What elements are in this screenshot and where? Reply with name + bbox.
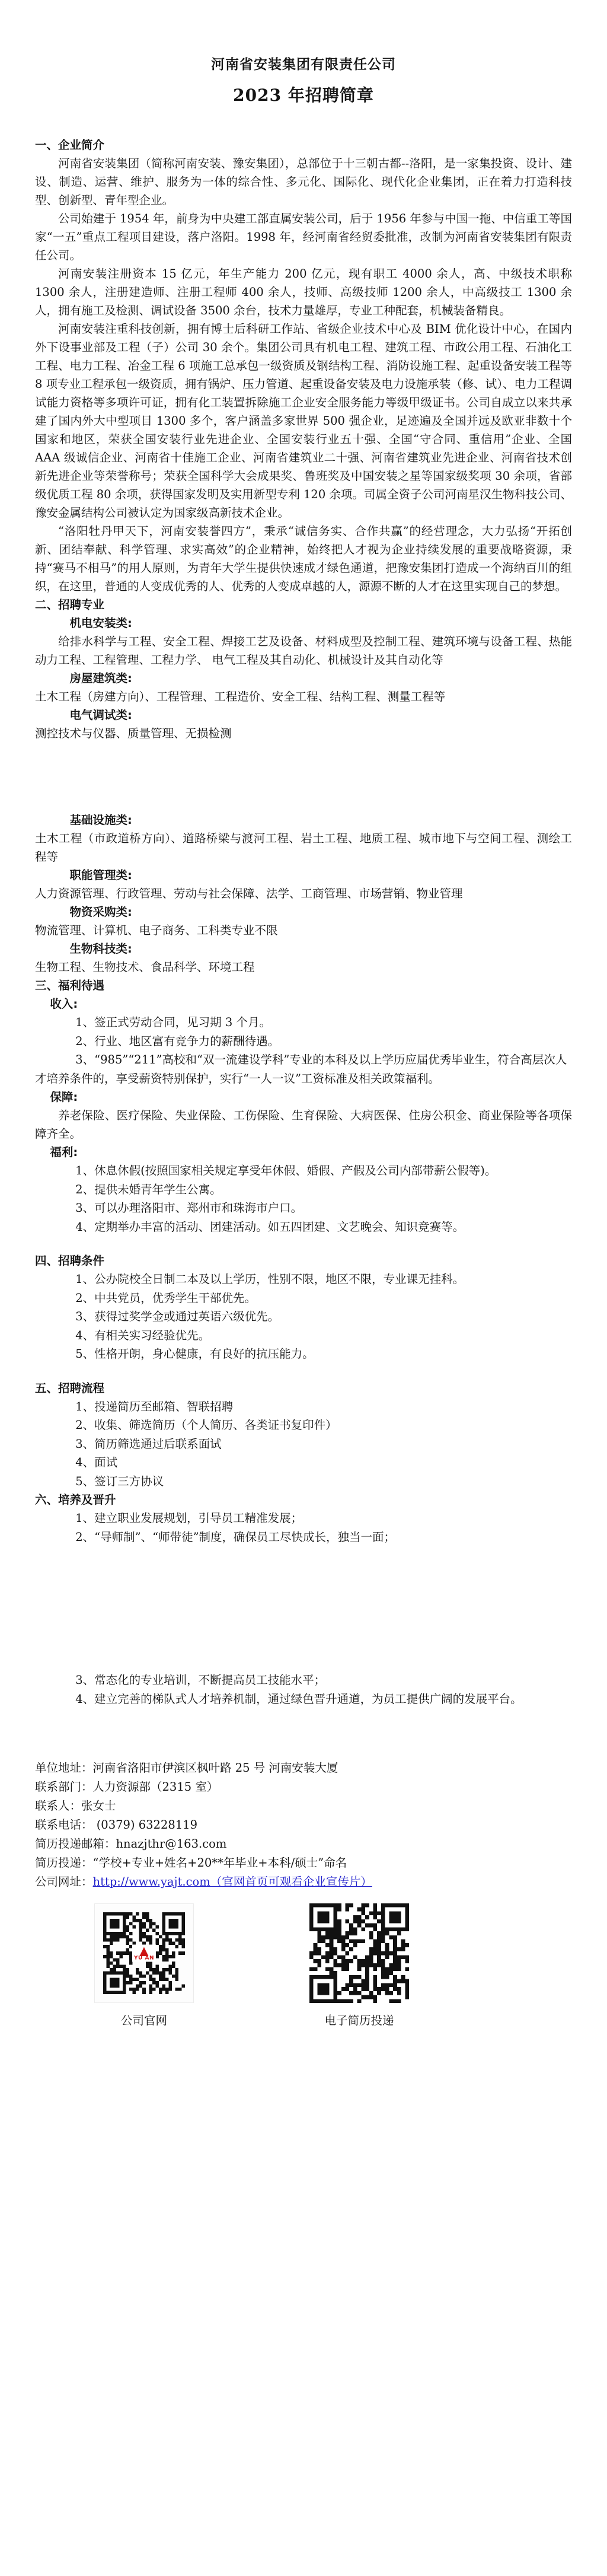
section-heading-process: 五、招聘流程 [35, 1381, 105, 1395]
income-item: 1、签正式劳动合同，见习期 3 个月。 [75, 1015, 271, 1029]
qr-code-row [35, 1903, 572, 2028]
profile-paragraph: 河南安装注重科技创新，拥有博士后科研工作站、省级企业技术中心及 BIM 优化设计中心，在国内外下设事业部及工程（子）公司 30 余个。集团公司具有机电工程、建筑工程、市政公用工程、石油化工工程、电力工程、冶金工程 6 项施工总承包一级资质及钢结构工程、消防设施工程、起重设备安装工程等 8 项专业工程承包一级资质，拥有锅炉、压力管道、起重设备安装及电力设施承装（修、试）、电力工程调试能力资格等多项许可证，拥有化工装置拆除施工企业安全服务能力等级甲级证书。公司自成立以来共承建了国内外大中型项目 1300 多个，客户涵盖多家世界 500 强企业，足迹遍及全国并远及欧亚非数十个国家和地区，荣获全国安装行业先进企业、全国安装行业五十强、全国“守合同、重信用”企业、全国 AAA 级诚信企业、河南省十佳施工企业、河南省建筑业二十强、河南省建筑业先进企业、河南省技术创新先进企业等荣誉称号；荣获全国科学大会成果奖、鲁班奖及中国安装之星等国家级奖项 30 余项，省部级优质工程 80 余项，获得国家发明及实用新型专利 120 余项。司属全资子公司河南星汉生物科技公司、豫安金属结构公司被认定为国家级高新技术企业。 [35, 322, 572, 520]
resume-upload-qr-code [309, 1903, 409, 2003]
yuan-logo [132, 1945, 156, 1962]
section-gap [35, 1364, 572, 1379]
group-label-mech-elec: 机电安装类: [69, 616, 132, 630]
section-heading-positions: 二、招聘专业 [35, 598, 105, 612]
benefits-welfare-label: 福利: [50, 1145, 78, 1159]
development-item: 2、“导师制”、“师带徒”制度，确保员工尽快成长，独当一面； [75, 1530, 396, 1544]
benefits-guarantee-label: 保障: [50, 1090, 78, 1104]
income-item: 2、行业、地区富有竞争力的薪酬待遇。 [75, 1034, 280, 1048]
website-label: 公司网址： [35, 1875, 93, 1889]
contact-person: 联系人：张女士 [35, 1799, 116, 1813]
welfare-item: 4、定期举办丰富的活动、团建活动。如五四团建、文艺晚会、知识竞赛等。 [75, 1219, 465, 1234]
qr-block-resume-upload [309, 1903, 409, 2028]
contact-department: 联系部门：人力资源部（2315 室） [35, 1780, 219, 1794]
contact-resume-naming: 简历投递：“学校+专业+姓名+20**年毕业+本科/硕士”命名 [35, 1856, 347, 1870]
development-item: 3、常态化的专业培训，不断提高员工技能水平； [75, 1673, 326, 1687]
group-text-procurement: 物流管理、计算机、电子商务、工科类专业不限 [35, 924, 278, 937]
yuan-logo-mark-icon: ▲ [139, 1943, 149, 1958]
contact-email: 简历投递邮箱：hnazjthr@163.com [35, 1837, 227, 1851]
qr-frame [94, 1903, 194, 2003]
company-website-link[interactable]: http://www.yajt.com（官网首页可观看企业宣传片） [92, 1875, 372, 1889]
qr-label-official-site: 公司官网 [120, 2014, 167, 2027]
process-step: 2、收集、筛选简历（个人简历、各类证书复印件） [75, 1418, 337, 1432]
page-break-gap [35, 1708, 572, 1759]
group-text-elec-debug: 测控技术与仪器、质量管理、无损检测 [35, 727, 232, 740]
process-step: 3、简历筛选通过后联系面试 [75, 1437, 222, 1451]
company-title: 河南省安装集团有限责任公司 [211, 56, 396, 72]
income-item: 3、“985”“211”高校和“双一流建设学科”专业的本科及以上学历应届优秀毕业生，符合高层次人才培养条件的，享受薪资特别保护，实行“一人一议”工资标准及相关政策福利。 [35, 1053, 567, 1085]
group-text-infrastructure: 土木工程（市政道桥方向）、道路桥梁与渡河工程、岩土工程、地质工程、城市地下与空间工程、测绘工程等 [35, 832, 572, 864]
qr-block-official-site [94, 1903, 194, 2028]
profile-paragraph: 公司始建于 1954 年，前身为中央建工部直属安装公司，后于 1956 年参与中国一拖、中信重工等国家“一五”重点工程项目建设，落户洛阳。1998 年，经河南省经贸委批准，改制为河南省安装集团有限责任公司。 [35, 212, 572, 262]
requirement-item: 3、获得过奖学金或通过英语六级优先。 [75, 1310, 280, 1323]
page-break-gap [35, 1546, 572, 1671]
qr-label-resume-upload: 电子简历投递 [324, 2014, 394, 2027]
group-text-biotech: 生物工程、生物技术、食品科学、环境工程 [35, 960, 255, 974]
requirement-item: 2、中共党员，优秀学生干部优先。 [75, 1291, 257, 1305]
process-step: 4、面试 [75, 1456, 118, 1469]
group-label-procurement: 物资采购类: [69, 905, 132, 919]
page-break-gap [35, 743, 572, 811]
process-step: 5、签订三方协议 [75, 1474, 164, 1488]
requirement-item: 4、有相关实习经验优先。 [75, 1328, 210, 1342]
welfare-item: 2、提供未婚青年学生公寓。 [75, 1182, 222, 1196]
development-item: 4、建立完善的梯队式人才培养机制，通过绿色晋升通道，为员工提供广阔的发展平台。 [75, 1692, 522, 1706]
group-text-mech-elec: 给排水科学与工程、安全工程、焊接工艺及设备、材料成型及控制工程、建筑环境与设备工程、热能动力工程、工程管理、工程力学、 电气工程及其自动化、机械设计及其自动化等 [35, 635, 572, 667]
group-label-biotech: 生物科技类: [69, 942, 132, 956]
contact-block [35, 1759, 572, 1892]
benefits-income-label: 收入: [50, 997, 78, 1011]
group-label-elec-debug: 电气调试类: [69, 708, 132, 722]
qr-frame [309, 1903, 409, 2003]
group-text-building: 土木工程（房建方向）、工程管理、工程造价、安全工程、结构工程、测量工程等 [35, 690, 446, 703]
section-heading-company-profile: 一、企业简介 [35, 138, 105, 152]
guarantee-text: 养老保险、医疗保险、失业保险、工伤保险、生育保险、大病医保、住房公积金、商业保险等各项保障齐全。 [35, 1109, 572, 1141]
requirement-item: 5、性格开朗，身心健康，有良好的抗压能力。 [75, 1347, 314, 1361]
profile-paragraph: “洛阳牡丹甲天下，河南安装誉四方”，秉承“诚信务实、合作共赢”的经营理念，大力弘扬“开拓创新、团结奉献、科学管理、求实高效”的企业精神，始终把人才视为企业持续发展的重要战略资源，秉持“赛马不相马”的用人原则，为青年大学生提供快速成才绿色通道，把豫安集团打造成一个海纳百川的组织，在这里，普通的人变成优秀的人、优秀的人变成卓越的人，源源不断的人才在这里实现自己的梦想。 [35, 524, 572, 593]
welfare-item: 3、可以办理洛阳市、郑州市和珠海市户口。 [75, 1201, 303, 1215]
section-gap [35, 1236, 572, 1252]
contact-address: 单位地址：河南省洛阳市伊滨区枫叶路 25 号 河南安装大厦 [35, 1761, 338, 1775]
group-label-building: 房屋建筑类: [69, 671, 132, 685]
section-heading-benefits: 三、福利待遇 [35, 979, 105, 992]
profile-paragraph: 河南省安装集团（简称河南安装、豫安集团），总部位于十三朝古都--洛阳，是一家集投资、设计、建设、制造、运营、维护、服务为一体的综合性、多元化、国际化、现代化企业集团，正在着力打造科技型、创新型、青年型企业。 [35, 157, 572, 207]
group-label-infrastructure: 基础设施类: [69, 813, 132, 827]
section-heading-requirements: 四、招聘条件 [35, 1254, 105, 1268]
welfare-item: 1、休息休假(按照国家相关规定享受年休假、婚假、产假及公司内部带薪公假等)。 [75, 1164, 497, 1177]
contact-phone: 联系电话： (0379) 63228119 [35, 1818, 197, 1832]
requirement-item: 1、公办院校全日制二本及以上学历，性别不限，地区不限，专业课无挂科。 [75, 1272, 465, 1286]
section-heading-development: 六、培养及晋升 [35, 1493, 116, 1507]
development-item: 1、建立职业发展规划，引导员工精准发展； [75, 1511, 303, 1525]
profile-paragraph: 河南安装注册资本 15 亿元，年生产能力 200 亿元，现有职工 4000 余人，高、中级技术职称 1300 余人，注册建造师、注册工程师 400 余人，技师、高级技师 1200 余人，中高级技工 1300 余人，拥有施工及检测、调试设备 3500 余台，技术力量雄厚，专业工种配套，机械装备精良。 [35, 267, 572, 317]
yuan-logo-text: YU AN [134, 1955, 154, 1962]
contact-website-line [35, 1873, 572, 1892]
process-step: 1、投递简历至邮箱、智联招聘 [75, 1399, 234, 1413]
group-text-management: 人力资源管理、行政管理、劳动与社会保障、法学、工商管理、市场营销、物业管理 [35, 887, 463, 900]
group-label-management: 职能管理类: [69, 868, 132, 882]
notice-title: 2023 年招聘简章 [233, 85, 374, 105]
